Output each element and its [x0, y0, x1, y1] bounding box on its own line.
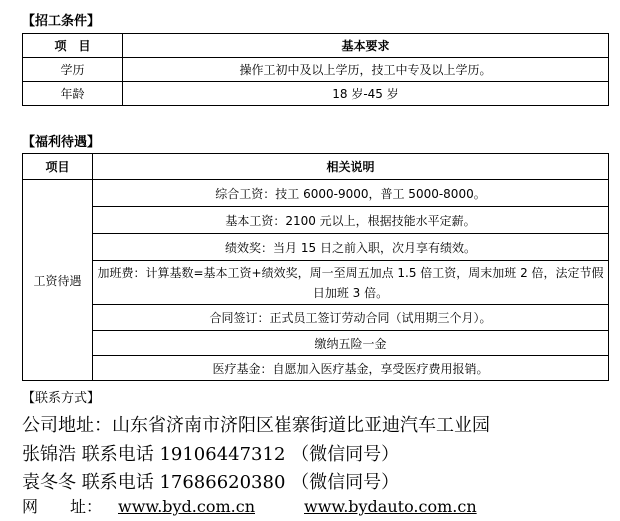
table-row [23, 356, 609, 381]
website-link-1[interactable]: www.byd.com.cn [118, 497, 255, 516]
row-value: 18 岁-45 岁 [123, 82, 609, 106]
table-row [23, 207, 609, 234]
header-item: 项 目 [23, 34, 123, 58]
header-description: 相关说明 [93, 154, 609, 180]
row-value: 加班费：计算基数=基本工资+绩效奖，周一至周五加点 1.5 倍工资，周末加班 2 倍，法定节假日加班 3 倍。 [93, 261, 609, 305]
header-requirement: 基本要求 [123, 34, 609, 58]
table-row [23, 305, 609, 331]
website-link-2[interactable]: www.bydauto.com.cn [304, 497, 477, 516]
contact-person-1: 张锦浩 联系电话 19106447312 （微信同号） [22, 444, 400, 465]
company-address: 公司地址：山东省济南市济阳区崔寨街道比亚迪汽车工业园 [22, 415, 490, 436]
row-label: 学历 [23, 58, 123, 82]
welfare-table [22, 153, 609, 381]
row-value: 操作工初中及以上学历，技工中专及以上学历。 [123, 58, 609, 82]
table-row [23, 261, 609, 305]
table-row [23, 82, 609, 106]
row-value: 绩效奖：当月 15 日之前入职，次月享有绩效。 [93, 234, 609, 261]
header-item: 项目 [23, 154, 93, 180]
website-line [22, 494, 477, 517]
table-header-row [23, 34, 609, 58]
table-row [23, 58, 609, 82]
table-row [23, 234, 609, 261]
group-label: 工资待遇 [23, 180, 93, 381]
table-header-row [23, 154, 609, 180]
row-label: 年龄 [23, 82, 123, 106]
recruit-table [22, 33, 609, 106]
row-value: 缴纳五险一金 [93, 331, 609, 356]
welfare-section-title: 【福利待遇】 [22, 135, 101, 150]
row-value: 基本工资：2100 元以上，根据技能水平定薪。 [93, 207, 609, 234]
website-label: 网 址： [22, 497, 103, 516]
row-value: 综合工资：技工 6000-9000，普工 5000-8000。 [93, 180, 609, 207]
contact-person-2: 袁冬冬 联系电话 17686620380 （微信同号） [22, 472, 400, 493]
table-row [23, 180, 609, 207]
table-row [23, 331, 609, 356]
row-value: 合同签订：正式员工签订劳动合同（试用期三个月）。 [93, 305, 609, 331]
contact-section-title: 【联系方式】 [22, 391, 101, 406]
recruit-section-title: 【招工条件】 [22, 14, 101, 29]
row-value: 医疗基金：自愿加入医疗基金，享受医疗费用报销。 [93, 356, 609, 381]
